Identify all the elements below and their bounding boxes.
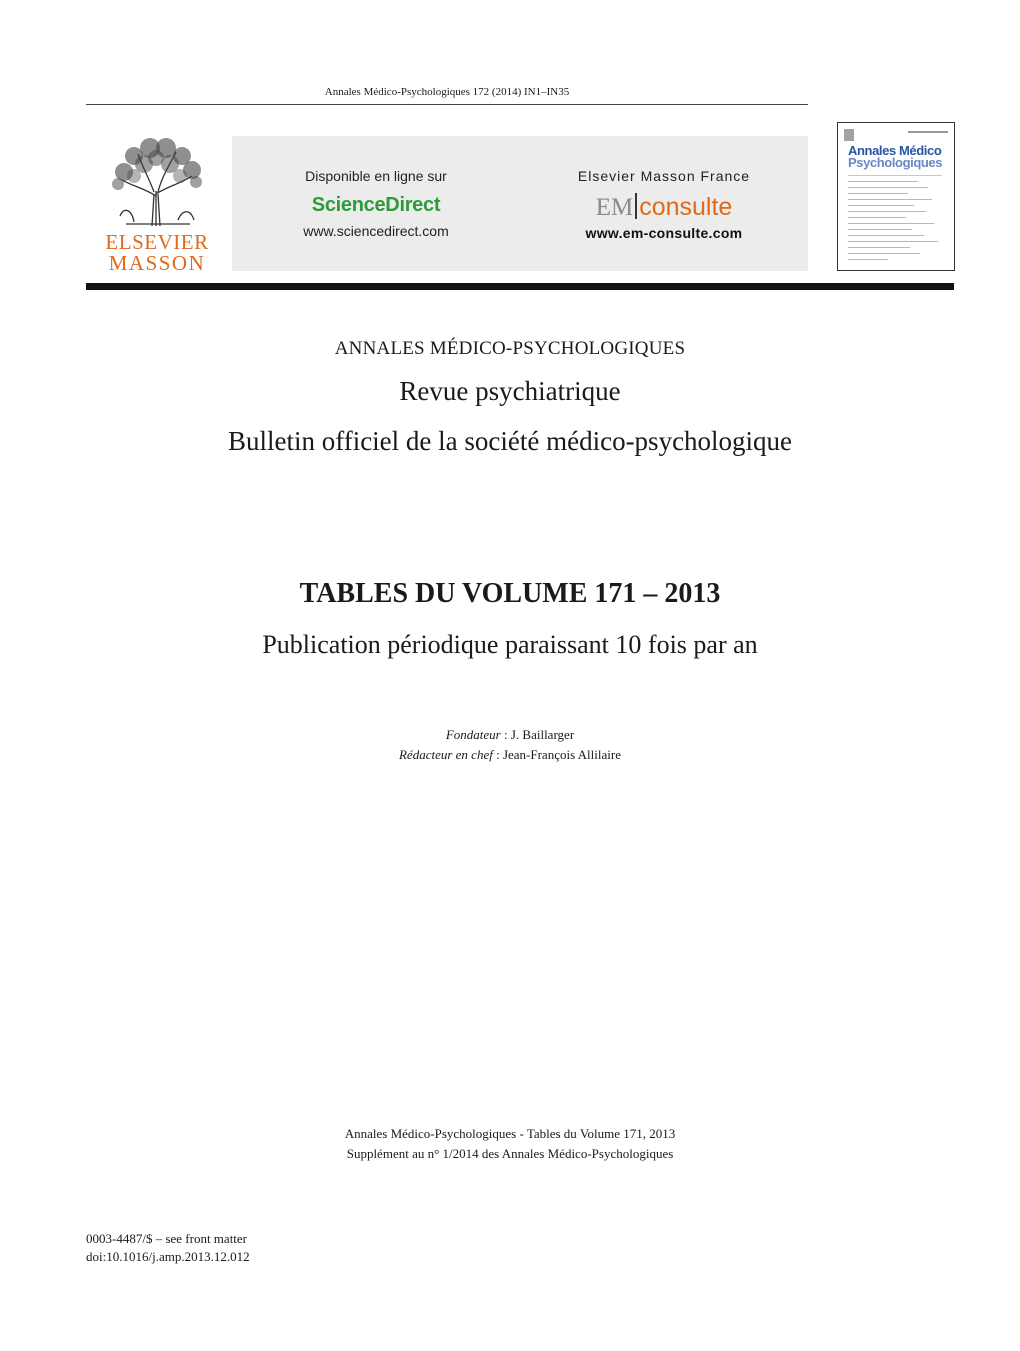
cover-text-line <box>848 205 914 206</box>
consulte-logo-part: consulte <box>639 193 733 221</box>
tree-engraving-icon <box>104 136 210 228</box>
cover-text-line <box>848 193 908 194</box>
editor-role: Rédacteur en chef <box>398 747 493 762</box>
cover-text-line <box>848 199 932 200</box>
header-thick-rule <box>86 283 954 290</box>
cover-text-line <box>848 229 912 230</box>
founder-name: : J. Baillarger <box>500 727 575 742</box>
cover-text-line <box>848 235 924 236</box>
volume-title: TABLES DU VOLUME 171 – 2013 <box>299 578 721 609</box>
journal-subtitle-bulletin: Bulletin officiel de la société médico-psychologique <box>227 426 793 456</box>
cover-title-line2: Psychologiques <box>848 155 943 170</box>
editor-name: : Jean-François Allilaire <box>492 747 621 762</box>
journal-name: ANNALES MÉDICO-PSYCHOLOGIQUES <box>334 338 686 359</box>
cover-publisher-icon <box>844 129 854 141</box>
header-rule <box>86 104 808 105</box>
logo-word-masson: MASSON <box>108 251 206 275</box>
cover-text-line <box>848 241 938 242</box>
editor-credit <box>0 747 1020 763</box>
cover-text-line <box>848 247 910 248</box>
publication-frequency: Publication périodique paraissant 10 fois par an <box>262 630 758 659</box>
running-header: Annales Médico-Psychologiques 172 (2014) IN1–IN35 <box>324 86 570 98</box>
available-online-text: Disponible en ligne sur <box>305 168 447 184</box>
founder-role: Fondateur <box>445 727 501 742</box>
cover-issue-line <box>908 131 948 133</box>
footer-supplement: Supplément au n° 1/2014 des Annales Médico-Psychologiques <box>346 1146 674 1161</box>
founder-credit <box>0 727 1020 743</box>
cover-text-line <box>848 217 906 218</box>
cover-title-line1: Annales Médico <box>848 143 942 158</box>
logo-word-elsevier: ELSEVIER <box>105 230 209 254</box>
em-logo-part: EM <box>595 194 634 221</box>
cover-text-line <box>848 211 926 212</box>
cover-text-line <box>848 259 888 260</box>
cover-text-line <box>848 181 918 182</box>
cover-text-line <box>848 253 920 254</box>
journal-cover-thumbnail[interactable] <box>837 122 955 271</box>
sciencedirect-logo[interactable]: ScienceDirect <box>311 194 441 216</box>
journal-subtitle: Revue psychiatrique <box>399 376 621 406</box>
footer-citation: Annales Médico-Psychologiques - Tables du Volume 171, 2013 <box>344 1126 676 1141</box>
doi-link[interactable]: doi:10.1016/j.amp.2013.12.012 <box>86 1249 250 1264</box>
cover-text-line <box>848 223 934 224</box>
em-logo-divider <box>635 193 637 219</box>
em-consulte-url[interactable]: www.em-consulte.com <box>585 225 743 241</box>
publisher-name: Elsevier Masson France <box>577 168 751 184</box>
sciencedirect-url[interactable]: www.sciencedirect.com <box>303 223 449 239</box>
availability-banner <box>232 136 808 271</box>
cover-text-line <box>848 175 942 176</box>
em-consulte-logo[interactable] <box>520 193 808 222</box>
issn-line: 0003-4487/$ – see front matter <box>86 1231 248 1246</box>
cover-text-line <box>848 187 928 188</box>
elsevier-masson-logo[interactable] <box>104 136 210 275</box>
